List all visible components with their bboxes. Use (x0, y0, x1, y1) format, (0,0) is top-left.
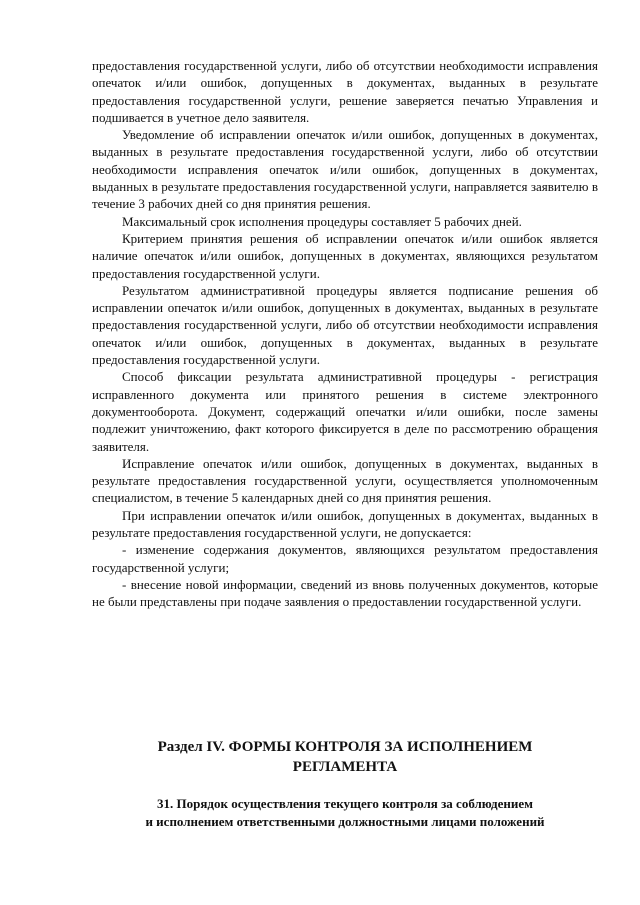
list-item-new-info: - внесение новой информации, сведений из вновь полученных документов, которые не были представлены при подаче заявления о предоставлении государственной услуги. (92, 576, 598, 610)
paragraph-result: Результатом административной процедуры является подписание решения об исправлении опечаток и/или ошибок, допущенных в документах, выданных в результате предоставления государственной услуги, либо об отсутствии необходимости исправления опечаток и/или ошибок, допущенных в документах, выданных в результате предоставления государственной услуги. (92, 282, 598, 368)
subsection-heading (92, 795, 598, 830)
paragraph-max-term: Максимальный срок исполнения процедуры составляет 5 рабочих дней. (122, 213, 522, 229)
paragraph-not-allowed: При исправлении опечаток и/или ошибок, допущенных в документах, выданных в результате предоставления государственной услуги, не допускается: (92, 507, 598, 541)
section-heading (92, 737, 598, 777)
paragraph-criterion: Критерием принятия решения об исправлении опечаток и/или ошибок является наличие опечаток и/или ошибок, допущенных в документах, являющихся результатом предоставления государственной услуги. (92, 230, 598, 281)
subsection-heading-line-1: 31. Порядок осуществления текущего контроля за соблюдением (157, 796, 533, 811)
body-text (92, 57, 598, 611)
paragraph-notification: Уведомление об исправлении опечаток и/или ошибок, допущенных в документах, выданных в результате предоставления государственной услуги, либо об отсутствии необходимости исправления опечаток и/или ошибок, допущенных в документах, выданных в результате предоставления государственной услуги, направляется заявителю в течение 3 рабочих дней со дня принятия решения. (92, 127, 598, 212)
section-heading-line-1: Раздел IV. ФОРМЫ КОНТРОЛЯ ЗА ИСПОЛНЕНИЕМ (157, 739, 533, 755)
paragraph-fixation-method: Способ фиксации результата административной процедуры - регистрация исправленного документа или принятого решения в системе электронного документооборота. Документ, содержащий опечатки и/или ошибки, после замены подлежит уничтожению, факт которого фиксируется в деле по рассмотрению обращения заявителя. (92, 369, 598, 454)
list-item-content-change: - изменение содержания документов, являющихся результатом предоставления государственной услуги; (92, 542, 598, 575)
section-heading-line-2: РЕГЛАМЕНТА (292, 759, 398, 775)
subsection-heading-line-2: и исполнением ответственными должностными лицами положений (145, 813, 545, 829)
paragraph-correction: Исправление опечаток и/или ошибок, допущенных в документах, выданных в результате предоставления государственной услуги, осуществляется уполномоченным специалистом, в течение 5 календарных дней со дня принятия решения. (92, 455, 598, 506)
paragraph-continuation: предоставления государственной услуги, либо об отсутствии необходимости исправления опечаток и/или ошибок, допущенных в документах, выданных в результате предоставления государственной услуги, решение заверяется печатью Управления и подшивается в учетное дело заявителя. (92, 58, 598, 125)
